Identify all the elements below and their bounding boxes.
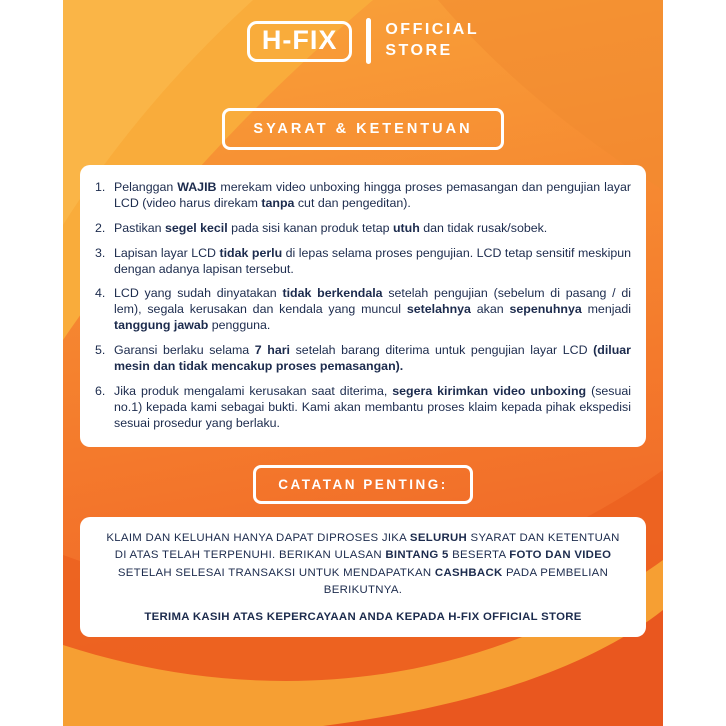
hfix-logo [247,21,353,62]
store-label [385,20,479,62]
term-number: 4. [95,286,106,301]
plain-text: Pastikan [114,220,165,235]
plain-text: pada sisi kanan produk tetap [227,220,393,235]
term-number: 6. [95,383,106,398]
terms-title-box [222,108,503,150]
plain-text: KLAIM DAN KELUHAN HANYA DAPAT DIPROSES JIKA [106,532,410,545]
flyer-content [63,0,663,637]
term-item [95,384,631,432]
emphasis-text: tanpa [261,195,295,210]
plain-text: di lepas selama proses pengujian. LCD tetap sensitif meskipun dengan adanya lapisan tersebut. [114,245,632,276]
term-item [95,221,631,237]
term-item [95,286,631,334]
notes-card [80,517,646,636]
logo-divider [366,18,371,64]
term-item [95,180,631,212]
plain-text: SETELAH SELESAI TRANSAKSI UNTUK MENDAPATKAN [117,566,435,579]
emphasis-text: 7 hari [254,343,290,357]
plain-text: Jika produk mengalami kerusakan saat diterima, [114,383,393,398]
plain-text: PADA PEMBELIAN BERIKUTNYA. [323,566,609,596]
plain-text: pengguna. [208,318,271,333]
term-number: 3. [95,245,106,260]
plain-text: BESERTA [448,549,510,562]
plain-text: setelah barang diterima untuk pengujian layar LCD [290,343,594,357]
store-label-line2: STORE [385,42,453,59]
term-number: 1. [95,180,106,194]
term-number: 5. [95,343,106,357]
emphasis-text: BINTANG 5 [385,549,449,562]
plain-text: Lapisan layar LCD [114,245,220,260]
plain-text: LCD yang sudah dinyatakan [114,286,283,301]
plain-text: akan [470,302,510,317]
plain-text: cut dan pengeditan). [294,195,411,210]
thanks-text: TERIMA KASIH ATAS KEPERCAYAAN ANDA KEPADA H-FIX OFFICIAL STORE [144,610,582,623]
emphasis-text: setelahnya [406,302,471,317]
plain-text: (sesuai no.1) kepada kami sebagai bukti. Kami akan membantu proses klaim kepada pihak ekspedisi sesuai prosedur yang berlaku. [114,383,632,430]
emphasis-text: segel kecil [164,220,228,235]
term-text [114,384,631,432]
emphasis-text: tidak perlu [219,245,283,260]
brand-header [247,18,479,64]
plain-text: SYARAT DAN KETENTUAN DI ATAS TELAH TERPENUHI. BERIKAN ULASAN [114,532,620,562]
plain-text: menjadi [581,302,631,317]
store-label-line1: OFFICIAL [385,21,480,39]
plain-text: Pelanggan [114,180,178,194]
emphasis-text: tidak berkendala [282,286,383,301]
logo-text: H-FIX [261,24,338,55]
terms-card [80,165,646,447]
terms-list [95,180,631,431]
term-text [114,180,631,212]
emphasis-text: FOTO DAN VIDEO [509,549,612,562]
notes-title-box [253,465,472,504]
term-text [114,286,631,334]
emphasis-text: sepenuhnya [509,302,582,317]
plain-text: dan tidak rusak/sobek. [419,220,548,235]
emphasis-text: WAJIB [177,180,217,194]
emphasis-text: CASHBACK [434,566,503,579]
emphasis-text: utuh [392,220,420,235]
emphasis-text: (diluar mesin dan tidak mencakup proses pemasangan). [114,343,631,373]
term-text [114,343,631,375]
plain-text: Garansi berlaku selama [114,343,255,357]
terms-title: SYARAT & KETENTUAN [253,121,473,137]
notes-text [100,530,626,598]
emphasis-text: tanggung jawab [114,318,209,333]
emphasis-text: segera kirimkan video unboxing [392,383,587,398]
notes-title: CATATAN PENTING: [278,477,448,493]
term-number: 2. [95,220,106,235]
term-text [114,246,631,278]
plain-text: merekam video unboxing hingga proses pemasangan dan pengujian layar LCD (video harus direkam [114,180,631,210]
emphasis-text: SELURUH [409,532,468,545]
term-item [95,343,631,375]
plain-text: setelah pengujian (sebelum di pasang / di lem), segala kerusakan dan kendala yang muncul [114,286,631,317]
flyer-canvas [63,0,663,726]
term-text [114,221,631,237]
term-item [95,246,631,278]
